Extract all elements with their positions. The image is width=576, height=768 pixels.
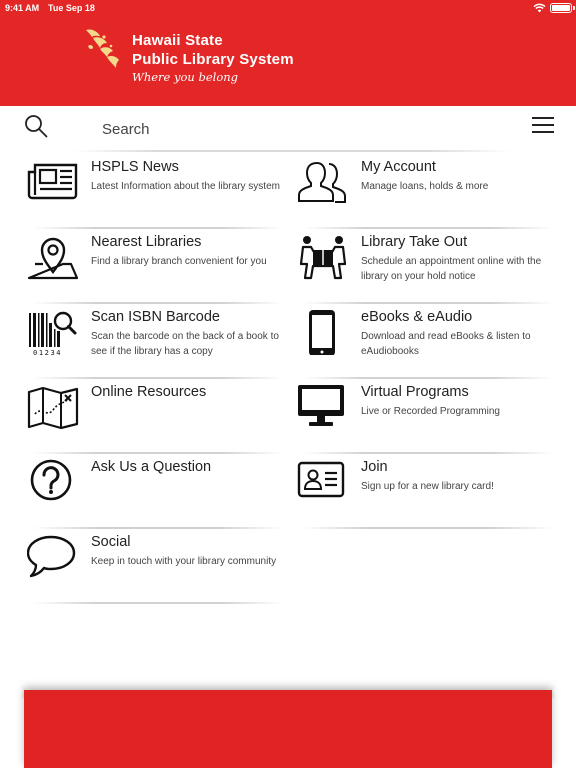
tile-library-take-out[interactable] <box>297 231 553 306</box>
tile-description: Schedule an appointment online with the library on your hold notice <box>361 256 542 282</box>
tile-social[interactable] <box>27 531 283 606</box>
tile-divider <box>303 452 553 454</box>
map-pin-icon <box>27 234 79 280</box>
search-divider <box>72 150 512 152</box>
monitor-icon <box>297 384 349 430</box>
tile-divider <box>33 302 283 304</box>
smartphone-icon <box>297 309 349 355</box>
tile-description: Live or Recorded Programming <box>361 406 500 417</box>
tile-divider <box>303 377 553 379</box>
tile-description: Manage loans, holds & more <box>361 181 489 192</box>
tile-ebooks-eaudio[interactable] <box>297 306 553 381</box>
app-header <box>0 0 576 106</box>
tile-divider <box>33 227 283 229</box>
tile-title: Library Take Out <box>361 234 468 250</box>
logo-title-line2: Public Library System <box>132 51 294 68</box>
tile-title: Ask Us a Question <box>91 459 212 475</box>
question-icon <box>27 459 79 505</box>
tile-divider <box>33 527 283 529</box>
tile-title: Social <box>91 534 131 550</box>
status-date: Tue Sep 18 <box>48 3 95 13</box>
tile-divider <box>303 227 553 229</box>
tile-description: Latest Information about the library system <box>91 181 280 192</box>
tile-ask-us-a-question[interactable] <box>27 456 283 531</box>
tile-title: Join <box>361 459 388 475</box>
status-indicators <box>533 2 572 14</box>
logo-title-line1: Hawaii State <box>132 32 223 49</box>
logo-tagline: Where you belong <box>132 70 239 84</box>
id-card-icon <box>297 459 349 505</box>
tile-divider <box>303 527 553 529</box>
status-bar <box>0 0 576 16</box>
status-time: 9:41 AM <box>5 3 40 13</box>
treasure-map-icon <box>27 384 79 430</box>
tile-virtual-programs[interactable] <box>297 381 553 456</box>
tile-online-resources[interactable] <box>27 381 283 456</box>
tile-title: HSPLS News <box>91 159 179 175</box>
tile-description: Keep in touch with your library community <box>91 556 277 567</box>
logo-wordmark <box>132 31 294 85</box>
search-input[interactable] <box>96 118 496 140</box>
tile-divider <box>33 377 283 379</box>
tile-description: Download and read eBooks & listen to eAudiobooks <box>361 331 531 357</box>
tile-title: eBooks & eAudio <box>361 309 473 325</box>
tile-title: Nearest Libraries <box>91 234 202 250</box>
tile-title: My Account <box>361 159 436 175</box>
tile-description: Find a library branch convenient for you <box>91 256 267 267</box>
newspaper-icon <box>27 159 79 205</box>
tile-divider <box>33 452 283 454</box>
tile-divider <box>303 302 553 304</box>
tile-hspls-news[interactable] <box>27 156 283 231</box>
wifi-icon <box>533 3 546 13</box>
barcode-digits: 01234 <box>33 349 63 357</box>
tile-scan-isbn-barcode[interactable] <box>27 306 283 381</box>
people-icon <box>297 159 349 205</box>
tile-title: Scan ISBN Barcode <box>91 309 220 325</box>
tile-nearest-libraries[interactable] <box>27 231 283 306</box>
tile-my-account[interactable] <box>297 156 553 231</box>
hamburger-menu-icon[interactable] <box>532 116 554 134</box>
hawaii-islands-logo-icon <box>80 24 128 72</box>
tile-title: Online Resources <box>91 384 207 400</box>
footer-banner <box>24 690 552 768</box>
tile-divider <box>33 602 283 604</box>
tile-description: Sign up for a new library card! <box>361 481 494 492</box>
carrying-box-icon <box>297 234 349 280</box>
search-icon[interactable] <box>24 114 48 138</box>
speech-bubble-icon <box>27 534 79 580</box>
tile-description: Scan the barcode on the back of a book to see if the library has a copy <box>91 331 279 357</box>
battery-icon <box>550 3 572 13</box>
tile-join[interactable] <box>297 456 553 531</box>
tile-title: Virtual Programs <box>361 384 469 400</box>
